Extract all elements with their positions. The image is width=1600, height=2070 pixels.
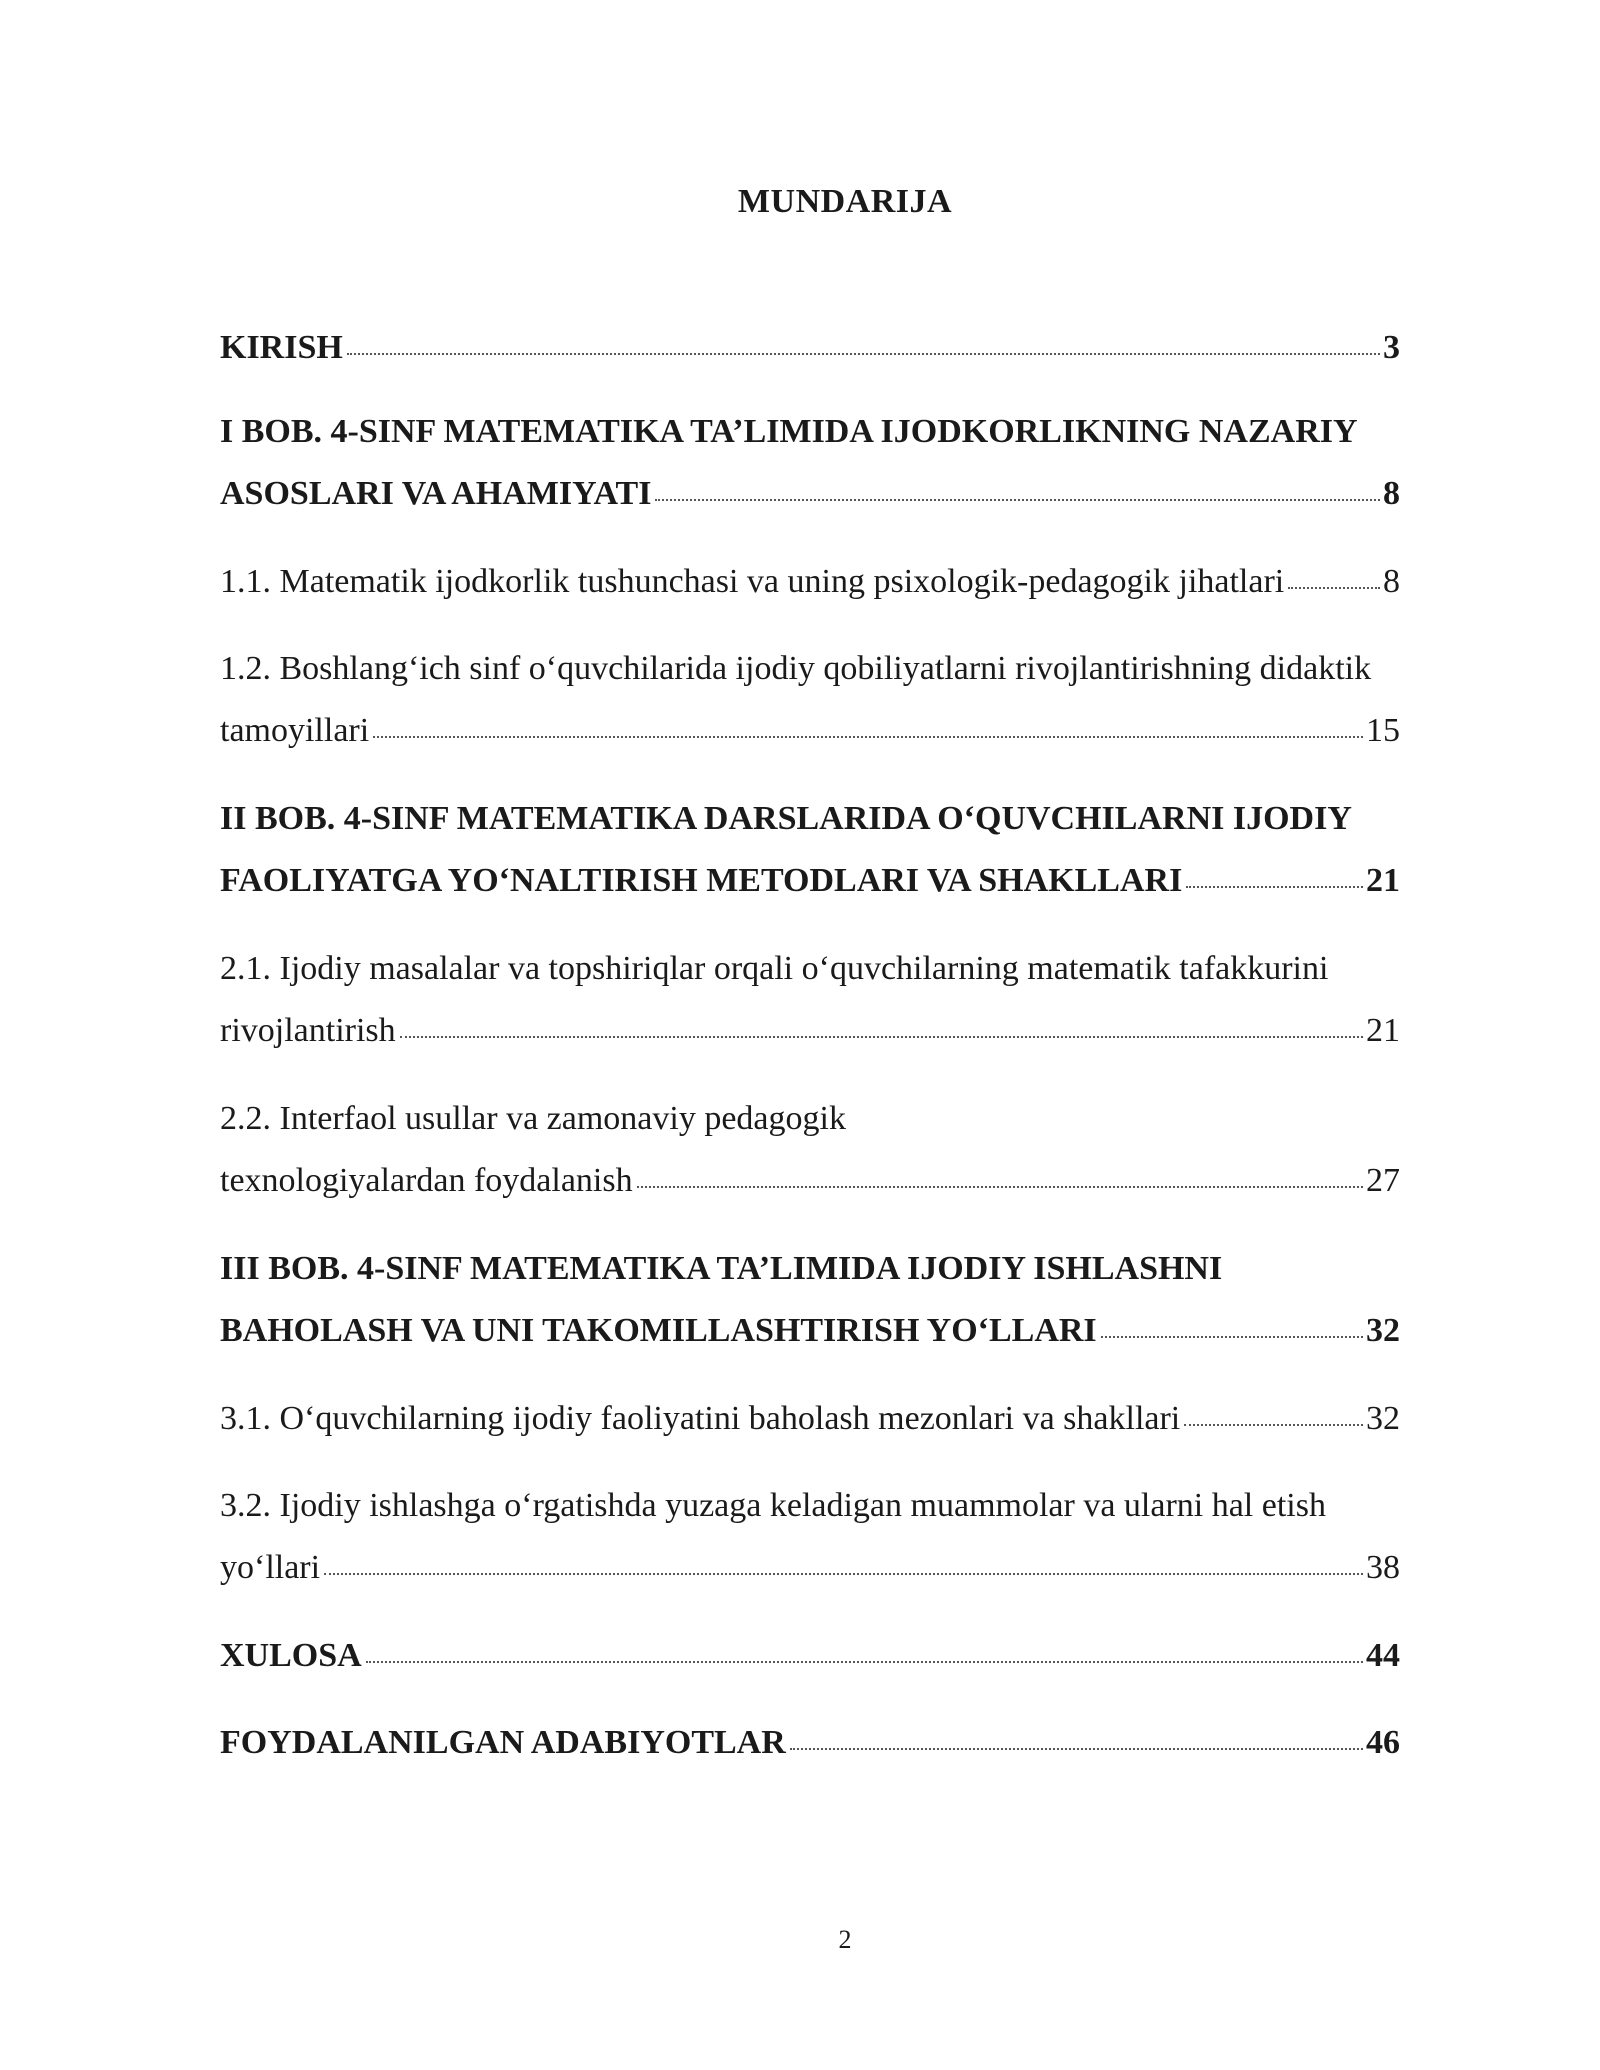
dot-leader (1101, 1336, 1363, 1338)
toc-entry-label: II BOB. 4-SINF MATEMATIKA DARSLARIDA O‘QUVCHILARNI IJODIY (220, 800, 1352, 837)
toc-entry-page: 32 (1366, 1400, 1400, 1437)
toc-entry-label-cont: rivojlantirish (220, 1012, 396, 1049)
toc-entry-label: 3.2. Ijodiy ishlashga o‘rgatishda yuzaga keladigan muammolar va ularni hal etish (220, 1487, 1326, 1524)
dot-leader (347, 353, 1380, 355)
toc-entry-label: 1.2. Boshlang‘ich sinf o‘quvchilarida ijodiy qobiliyatlarni rivojlantirishning didaktik (220, 650, 1372, 687)
toc-entry-label-cont: tamoyillari (220, 712, 370, 749)
toc-entry-label: I BOB. 4-SINF MATEMATIKA TA’LIMIDA IJODKORLIKNING NAZARIY (220, 413, 1358, 450)
toc-entry-page: 38 (1366, 1549, 1400, 1586)
toc-entry-page: 21 (1366, 1012, 1400, 1049)
toc-entry-section-1-1[interactable] (220, 562, 1400, 602)
toc-entry-section-1-2-line1[interactable] (220, 649, 1400, 689)
dot-leader (1186, 886, 1363, 888)
dot-leader (655, 499, 1380, 501)
toc-entry-section-1-2-line2[interactable] (220, 711, 1400, 751)
dot-leader (366, 1661, 1363, 1663)
page-title: MUNDARIJA (737, 183, 953, 220)
toc-entry-references[interactable] (220, 1723, 1400, 1763)
toc-entry-label-cont: FAOLIYATGA YO‘NALTIRISH METODLARI VA SHAKLLARI (220, 862, 1183, 899)
toc-entry-page: 3 (1383, 329, 1400, 366)
toc-entry-page: 8 (1383, 475, 1400, 512)
dot-leader (1184, 1424, 1363, 1426)
dot-leader (790, 1748, 1363, 1750)
toc-entry-label: 1.1. Matematik ijodkorlik tushunchasi va uning psixologik-pedagogik jihatlari (220, 563, 1285, 600)
toc-entry-label: KIRISH (220, 329, 343, 366)
toc-entry-section-2-2-line2[interactable] (220, 1161, 1400, 1201)
toc-entry-chapter-1-line2[interactable] (220, 474, 1400, 514)
toc-entry-chapter-2-line2[interactable] (220, 861, 1400, 901)
dot-leader (637, 1186, 1363, 1188)
toc-entry-label-cont: ASOSLARI VA AHAMIYATI (220, 475, 652, 512)
toc-entry-section-2-1-line1[interactable] (220, 949, 1400, 989)
toc-entry-xulosa[interactable] (220, 1636, 1400, 1676)
toc-entry-page: 21 (1366, 862, 1400, 899)
toc-entry-label: 3.1. O‘quvchilarning ijodiy faoliyatini baholash mezonlari va shakllari (220, 1400, 1181, 1437)
toc-entry-section-3-1[interactable] (220, 1399, 1400, 1439)
toc-entry-section-2-2-line1[interactable] (220, 1099, 1400, 1139)
toc-entry-label: 2.2. Interfaol usullar va zamonaviy pedagogik (220, 1100, 846, 1137)
toc-entry-label: FOYDALANILGAN ADABIYOTLAR (220, 1724, 786, 1761)
dot-leader (324, 1573, 1363, 1575)
toc-entry-section-3-2-line2[interactable] (220, 1548, 1400, 1588)
dot-leader (400, 1036, 1363, 1038)
page-number: 2 (838, 1925, 852, 1954)
toc-entry-page: 32 (1366, 1312, 1400, 1349)
toc-entry-label-cont: BAHOLASH VA UNI TAKOMILLASHTIRISH YO‘LLARI (220, 1312, 1097, 1349)
toc-entry-chapter-3-line1[interactable] (220, 1249, 1400, 1289)
toc-entry-label-cont: yo‘llari (220, 1549, 321, 1586)
toc-entry-section-2-1-line2[interactable] (220, 1011, 1400, 1051)
toc-entry-page: 46 (1366, 1724, 1400, 1761)
toc-entry-label: III BOB. 4-SINF MATEMATIKA TA’LIMIDA IJODIY ISHLASHNI (220, 1250, 1223, 1287)
toc-entry-chapter-2-line1[interactable] (220, 799, 1400, 839)
toc-entry-page: 8 (1383, 563, 1400, 600)
toc-entry-chapter-1-line1[interactable] (220, 412, 1400, 452)
toc-entry-page: 15 (1366, 712, 1400, 749)
toc-entry-label: XULOSA (220, 1637, 362, 1674)
toc-entry-label-cont: texnologiyalardan foydalanish (220, 1162, 633, 1199)
toc-entry-label: 2.1. Ijodiy masalalar va topshiriqlar orqali o‘quvchilarning matematik tafakkurini (220, 950, 1329, 987)
toc-entry-page: 44 (1366, 1637, 1400, 1674)
dot-leader (373, 736, 1363, 738)
toc-entry-kirish[interactable] (220, 328, 1400, 368)
toc-entry-chapter-3-line2[interactable] (220, 1311, 1400, 1351)
toc-entry-section-3-2-line1[interactable] (220, 1486, 1400, 1526)
toc-entry-page: 27 (1366, 1162, 1400, 1199)
dot-leader (1288, 587, 1380, 589)
